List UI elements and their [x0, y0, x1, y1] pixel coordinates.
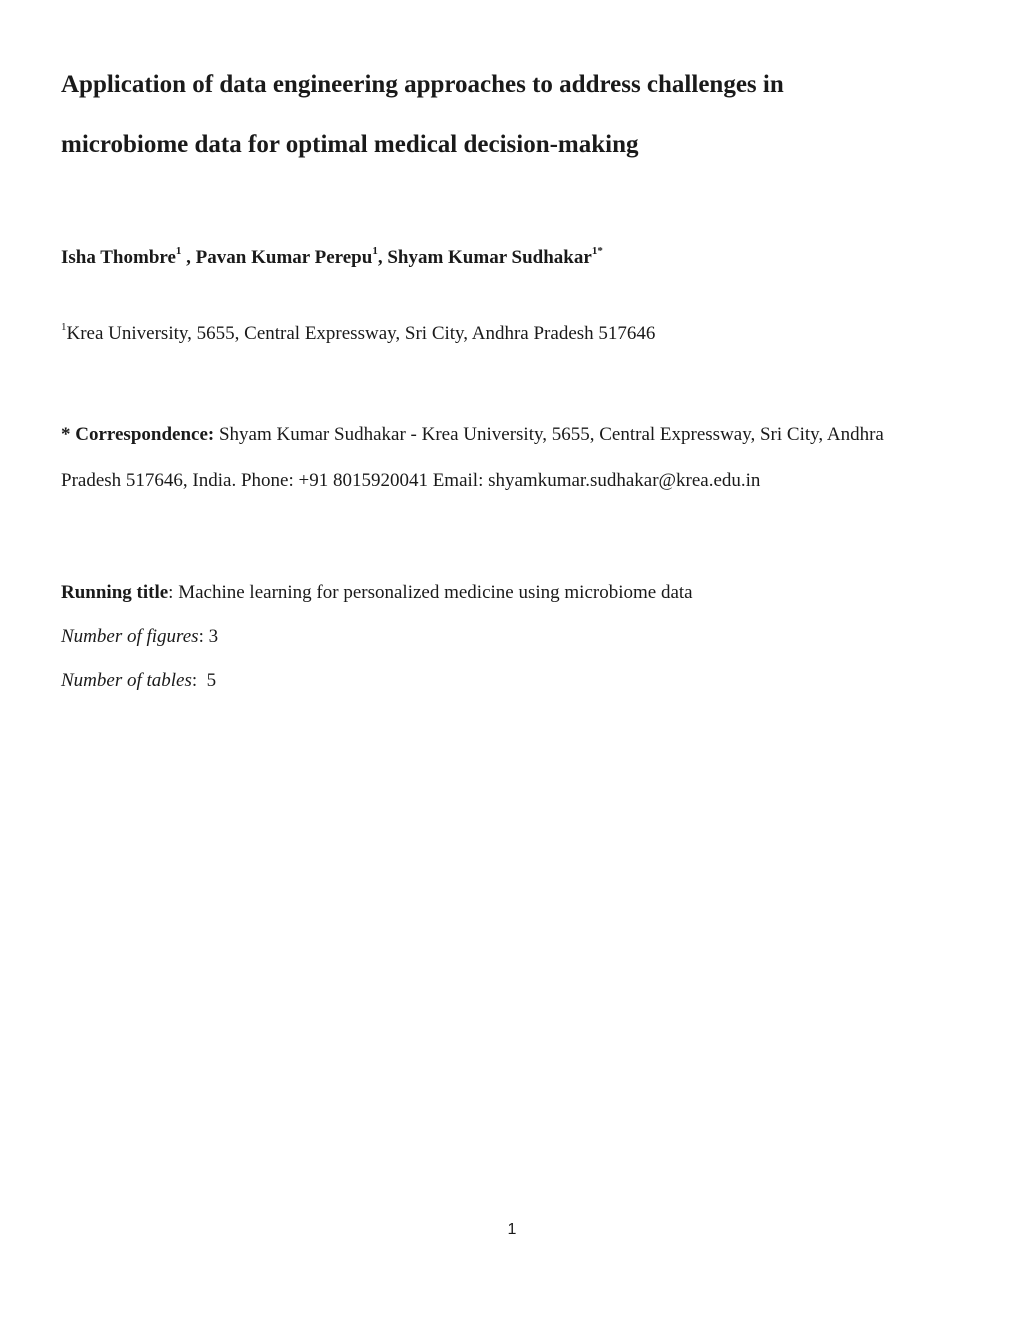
- manuscript-meta: [61, 571, 693, 703]
- figures-count-row: [61, 615, 693, 659]
- title-line-2: microbiome data for optimal medical decision-making: [61, 131, 639, 158]
- affiliation: [61, 320, 655, 348]
- tables-count-label: Number of tables: [61, 670, 192, 691]
- title-line-1: Application of data engineering approaches to address challenges in: [61, 71, 784, 98]
- figures-count-value: : 3: [198, 626, 219, 647]
- correspondence-block: [61, 412, 961, 504]
- running-title-value: : Machine learning for personalized medicine using microbiome data: [168, 582, 693, 603]
- author-affiliation-mark: 1: [372, 244, 378, 257]
- affiliation-mark: 1: [61, 320, 67, 333]
- tables-count-value: : 5: [191, 670, 217, 691]
- author-separator: ,: [181, 247, 196, 268]
- figures-count-label: Number of figures: [61, 626, 199, 647]
- author-name: Pavan Kumar Perepu: [195, 247, 373, 268]
- author-affiliation-mark: 1: [175, 244, 182, 257]
- correspondence-text: Shyam Kumar Sudhakar - Krea University, 5655, Central Expressway, Sri City, Andhra: [214, 424, 884, 445]
- author-name: Shyam Kumar Sudhakar: [387, 247, 592, 268]
- paper-title: [61, 55, 961, 175]
- affiliation-text: Krea University, 5655, Central Expressway, Sri City, Andhra Pradesh 517646: [66, 323, 656, 344]
- tables-count-row: [61, 659, 693, 703]
- correspondence-label: * Correspondence:: [61, 424, 215, 445]
- running-title-label: Running title: [61, 582, 169, 603]
- correspondence-line-2: Pradesh 517646, India. Phone: +91 8015920041 Email: shyamkumar.sudhakar@krea.edu.in: [61, 470, 761, 491]
- correspondence-line-1: [61, 412, 961, 458]
- author-separator: ,: [377, 247, 388, 268]
- page-number: 1: [507, 1221, 517, 1238]
- author-affiliation-mark: 1*: [591, 244, 603, 257]
- author-name: Isha Thombre: [61, 247, 176, 268]
- author-list: [61, 244, 603, 272]
- running-title-row: [61, 571, 693, 615]
